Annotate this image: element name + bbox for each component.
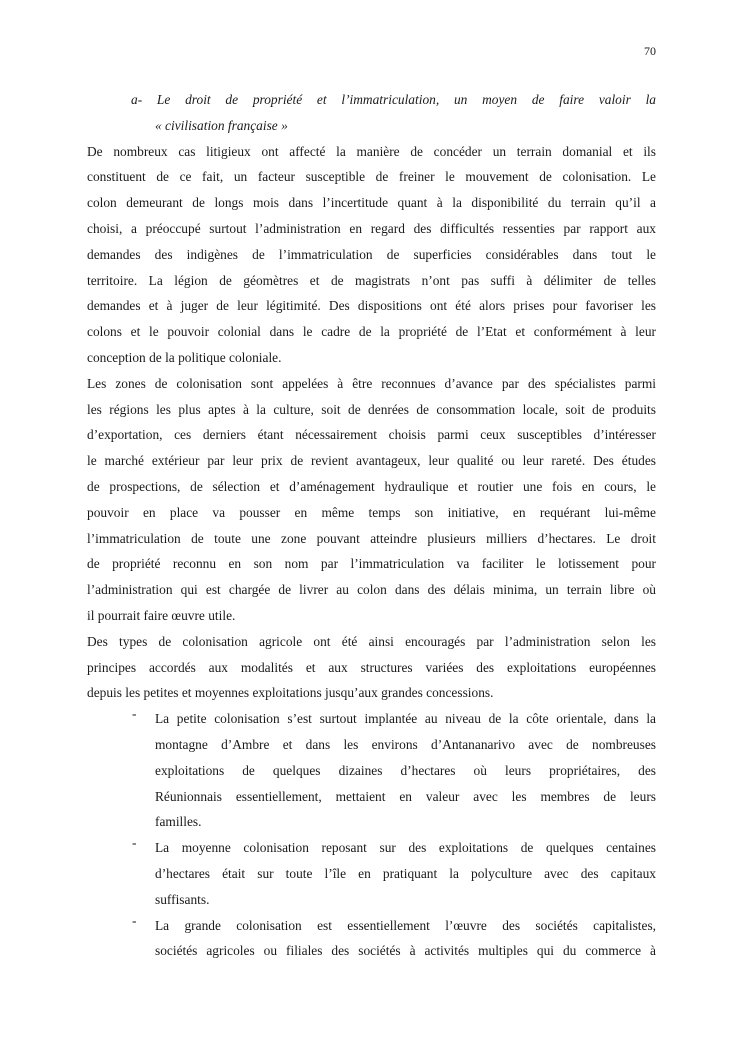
- paragraph-line: d’exportation, ces derniers étant nécessairement choisis parmi ceux susceptibles d’intéresser: [87, 427, 656, 443]
- list-item: [87, 706, 656, 835]
- paragraph-line: Des types de colonisation agricole ont été ainsi encouragés par l’administration selon les: [87, 633, 656, 649]
- list-item: [87, 835, 656, 912]
- paragraph-line: l’immatriculation de toute une zone pouvant atteindre plusieurs milliers d’hectares. Le droit: [87, 530, 656, 546]
- paragraph-line: principes accordés aux modalités et aux structures variées des exploitations européennes: [87, 659, 656, 675]
- paragraph-line: l’administration qui est chargée de livrer au colon dans des délais minima, un terrain libre où: [87, 582, 656, 598]
- paragraph-line: colon demeurant de longs mois dans l’incertitude quant à la disponibilité du terrain qu’il a: [87, 195, 656, 211]
- list-item: [87, 913, 656, 965]
- bullet-marker: -: [132, 912, 137, 928]
- paragraph-line: le marché extérieur par leur prix de revient avantageux, leur qualité ou leur rareté. Des études: [87, 453, 656, 469]
- list-item-line: La grande colonisation est essentiellement l’œuvre des sociétés capitalistes,: [155, 917, 656, 933]
- paragraph-line: colons et le pouvoir colonial dans le cadre de la propriété de l’Etat et conformément à leur: [87, 324, 656, 340]
- paragraph-line: demandes et à juger de leur légitimité. Des dispositions ont été alors prises pour favoriser les: [87, 298, 656, 314]
- list-item-line: familles.: [155, 814, 202, 830]
- list-item-line: montagne d’Ambre et dans les environs d’Antananarivo avec de nombreuses: [155, 736, 656, 752]
- bullet-marker: -: [132, 835, 137, 851]
- paragraph-2: [87, 371, 656, 629]
- document-body: [87, 87, 656, 964]
- paragraph-1: [87, 139, 656, 371]
- list-item-line: sociétés agricoles ou filiales des sociétés à activités multiples qui du commerce à: [155, 943, 656, 959]
- paragraph-line: De nombreux cas litigieux ont affecté la manière de concéder un terrain domanial et ils: [87, 143, 656, 159]
- bullet-list: [87, 706, 656, 964]
- paragraph-line: de prospections, de sélection et d’aménagement hydraulique et routier une fois en cours, le: [87, 478, 656, 494]
- list-item-line: La petite colonisation s’est surtout implantée au niveau de la côte orientale, dans la: [155, 711, 656, 727]
- paragraph-line: de propriété reconnu en son nom par l’immatriculation va faciliter le lotissement pour: [87, 556, 656, 572]
- section-heading-line-2: « civilisation française »: [155, 117, 288, 133]
- page-number: 70: [644, 44, 656, 58]
- paragraph-line: depuis les petites et moyennes exploitations jusqu’aux grandes concessions.: [87, 685, 494, 701]
- paragraph-line: conception de la politique coloniale.: [87, 349, 282, 365]
- list-item-line: d’hectares était sur toute l’île en pratiquant la polyculture avec des capitaux: [155, 865, 656, 881]
- paragraph-line: les régions les plus aptes à la culture, soit de denrées de consommation locale, soit de produits: [87, 401, 656, 417]
- paragraph-line: pouvoir en place va pousser en même temps son initiative, en requérant lui-même: [87, 504, 656, 520]
- list-item-line: suffisants.: [155, 891, 210, 907]
- list-item-line: exploitations de quelques dizaines d’hectares où leurs propriétaires, des: [155, 762, 656, 778]
- paragraph-line: territoire. La légion de géomètres et de magistrats n’ont pas suffi à délimiter de telles: [87, 272, 656, 288]
- section-heading-line-1: a- Le droit de propriété et l’immatriculation, un moyen de faire valoir la: [131, 92, 656, 107]
- list-item-line: La moyenne colonisation reposant sur des exploitations de quelques centaines: [155, 840, 656, 856]
- paragraph-line: il pourrait faire œuvre utile.: [87, 607, 236, 623]
- paragraph-line: demandes des indigènes de l’immatriculation de superficies considérables dans tout le: [87, 246, 656, 262]
- list-item-line: Réunionnais essentiellement, mettaient en valeur avec les membres de leurs: [155, 788, 656, 804]
- paragraph-line: choisi, a préoccupé surtout l’administration en regard des difficultés ressenties par rapport aux: [87, 220, 656, 236]
- bullet-marker: -: [132, 706, 137, 722]
- paragraph-3: [87, 629, 656, 706]
- paragraph-line: constituent de ce fait, un facteur susceptible de freiner le mouvement de colonisation. Le: [87, 169, 656, 185]
- paragraph-line: Les zones de colonisation sont appelées à être reconnues d’avance par des spécialistes parmi: [87, 375, 656, 391]
